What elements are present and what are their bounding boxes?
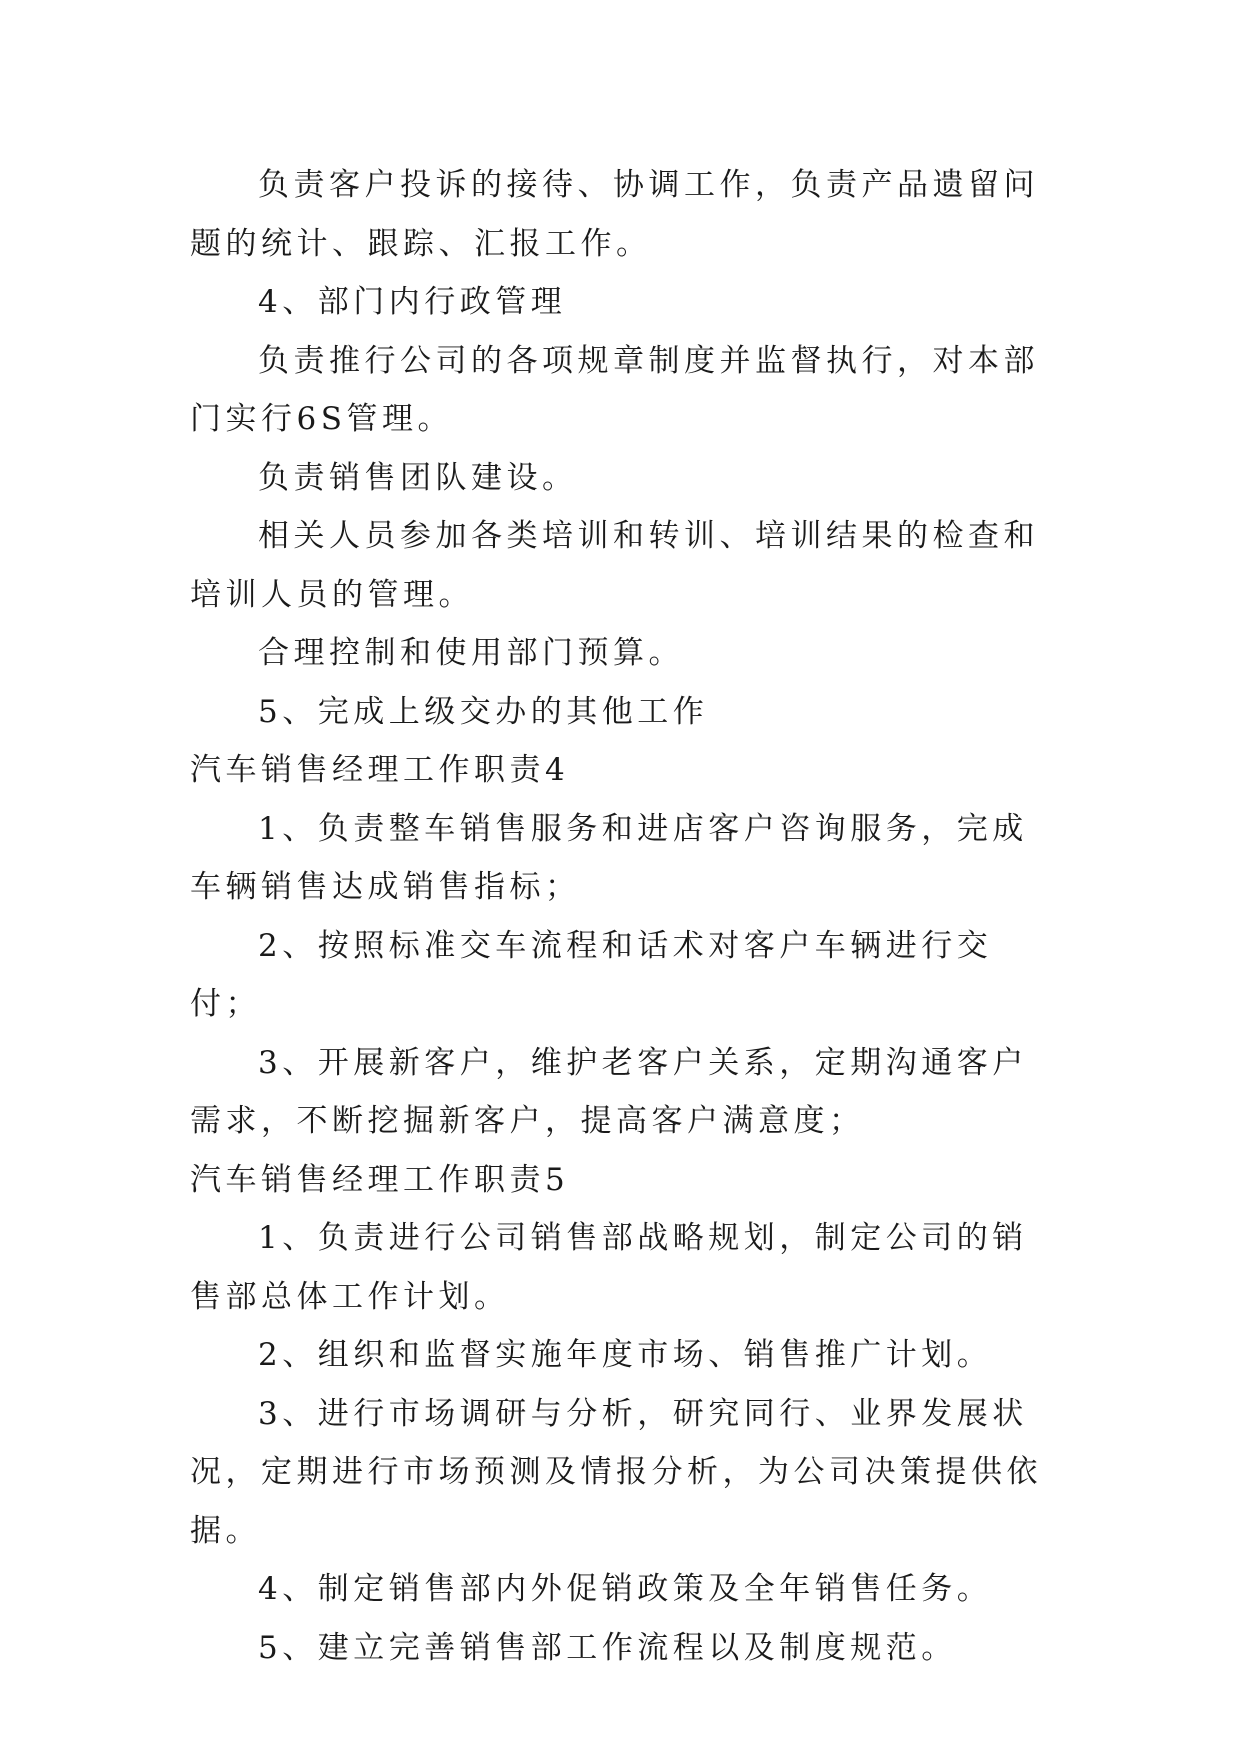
- section-heading-5: 汽车销售经理工作职责5: [190, 1161, 570, 1198]
- paragraph-other-work: 5、完成上级交办的其他工作: [258, 693, 709, 730]
- paragraph-training: 相关人员参加各类培训和转训、培训结果的检查和培训人员的管理。: [190, 518, 1039, 613]
- paragraph-market-research: 3、进行市场调研与分析，研究同行、业界发展状况，定期进行市场预测及情报分析，为公司决策提供依据。: [190, 1395, 1042, 1549]
- paragraph-admin-management-heading: 4、部门内行政管理: [258, 284, 567, 320]
- section-heading-4: 汽车销售经理工作职责4: [190, 752, 570, 788]
- paragraph-promotion-policy: 4、制定销售部内外促销政策及全年销售任务。: [258, 1571, 993, 1607]
- paragraph-new-customers: 3、开展新客户，维护老客户关系，定期沟通客户需求，不断挖掘新客户，提高客户满意度；: [190, 1044, 1028, 1139]
- paragraph-sales-service: 1、负责整车销售服务和进店客户咨询服务，完成车辆销售达成销售指标；: [190, 810, 1028, 905]
- paragraph-workflow: 5、建立完善销售部工作流程以及制度规范。: [258, 1629, 957, 1666]
- paragraph-delivery: 2、按照标准交车流程和话术对客户车辆进行交付；: [190, 927, 993, 1022]
- document-body: [190, 156, 1050, 1677]
- paragraph-complaint-handling: 负责客户投诉的接待、协调工作，负责产品遗留问题的统计、跟踪、汇报工作。: [190, 167, 1039, 262]
- paragraph-rules-6s: 负责推行公司的各项规章制度并监督执行，对本部门实行6S管理。: [190, 342, 1039, 437]
- paragraph-annual-plan: 2、组织和监督实施年度市场、销售推广计划。: [258, 1337, 993, 1373]
- paragraph-budget: 合理控制和使用部门预算。: [258, 635, 684, 671]
- paragraph-strategy: 1、负责进行公司销售部战略规划，制定公司的销售部总体工作计划。: [190, 1220, 1028, 1315]
- paragraph-team-building: 负责销售团队建设。: [258, 459, 578, 496]
